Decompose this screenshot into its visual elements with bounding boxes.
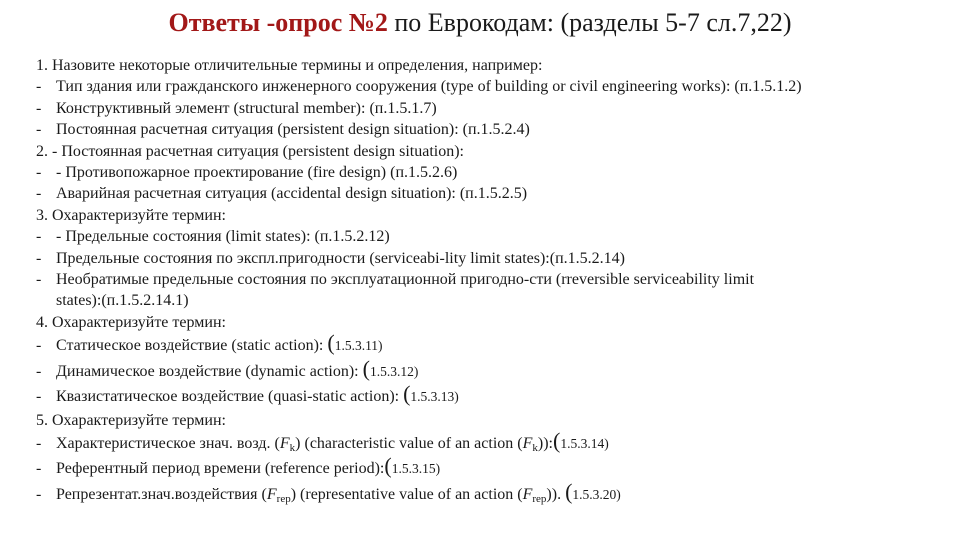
list-item-continuation: states):(п.1.5.2.14.1)	[56, 292, 189, 310]
question-1: 1. Назовите некоторые отличительные термины и определения, например:	[36, 57, 543, 74]
list-item: - Репрезентат.знач.воздействия $(F_{rep})$ (representative value of an action $(F_{rep})$). (1.5.3.20)	[36, 478, 621, 505]
list-item: - Характеристическое знач. возд. $(F_k)$ (characteristic value of an action $(F_k)):(1.5.3.14)$	[36, 427, 609, 454]
list-item: - - Противопожарное проектирование (fire design) (п.1.5.2.6)	[36, 164, 458, 182]
list-item: - Конструктивный элемент (structural member): (п.1.5.1.7)	[36, 99, 437, 117]
slide-title	[0, 8, 960, 38]
title-rest: по Еврокодам: (разделы 5-7 сл.7,22)	[387, 8, 792, 37]
question-5: 5. Охарактеризуйте термин:	[36, 411, 226, 429]
question-2: 2. - Постоянная расчетная ситуация (persistent design situation):	[36, 142, 464, 160]
answer-list	[36, 55, 936, 507]
list-item: - Предельные состояния по экспл.пригодности (serviceabi-lity limit states):(п.1.5.2.14)	[36, 249, 625, 267]
list-item: - Статическое воздействие (static action): (1.5.3.11)	[36, 330, 383, 356]
list-item: - - Предельные состояния (limit states): (п.1.5.2.12)	[36, 228, 390, 246]
list-item: - Квазистатическое воздействие (quasi-static action): (1.5.3.13)	[36, 381, 459, 407]
list-item: - Аварийная расчетная ситуация (accidental design situation): (п.1.5.2.5)	[36, 185, 528, 203]
list-item: - Референтный период времени (reference period):(1.5.3.15)	[36, 453, 441, 479]
question-3: 3. Охарактеризуйте термин:	[36, 206, 226, 224]
question-4: 4. Охарактеризуйте термин:	[36, 313, 226, 331]
list-item: - Динамическое воздействие (dynamic action): (1.5.3.12)	[36, 355, 419, 381]
list-item: - Необратимые предельные состояния по эксплуатационной пригодно-сти (rreversible serviceability limit	[36, 271, 755, 289]
title-accent: Ответы -опрос №2	[168, 8, 388, 37]
list-item: - Тип здания или гражданского инженерного сооружения (type of building or civil engineering works): (п.1.5.1.2)	[36, 78, 802, 96]
list-item: - Постоянная расчетная ситуация (persistent design situation): (п.1.5.2.4)	[36, 121, 530, 139]
